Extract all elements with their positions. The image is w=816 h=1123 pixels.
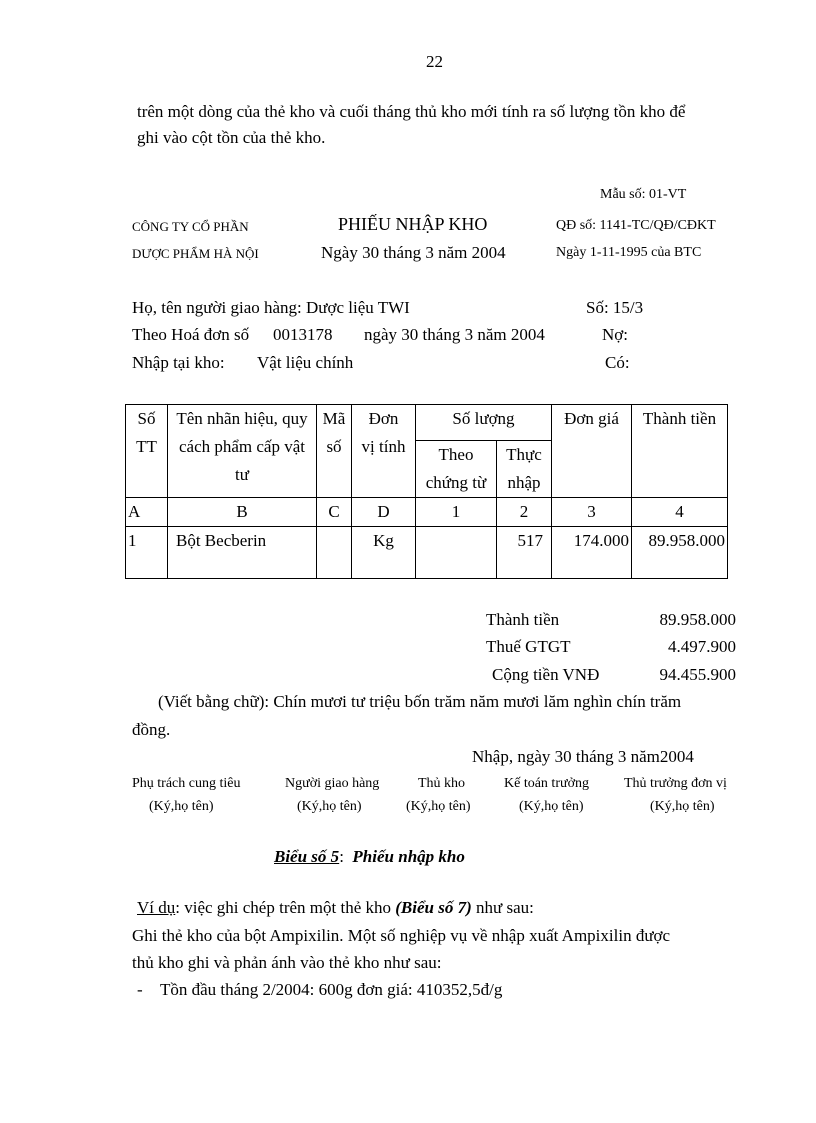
code-cell: A [126, 498, 168, 527]
decision-number: QĐ số: 1141-TC/QĐ/CĐKT [556, 218, 716, 233]
caption-label: Biểu số 5 [274, 847, 340, 866]
total-label: Cộng tiền VNĐ [492, 665, 600, 684]
invoice-number: 0013178 [273, 325, 333, 344]
signer-role: Thủ trưởng đơn vị [624, 776, 727, 791]
subtotal-label: Thành tiền [486, 610, 560, 629]
cell-code [317, 527, 352, 579]
form-number: Mẫu số: 01-VT [600, 187, 687, 202]
company-name-line-2: DƯỢC PHẨM HÀ NỘI [132, 246, 259, 261]
cell-item-name: Bột Becberin [168, 527, 317, 579]
cell-qty-document [416, 527, 497, 579]
signer-note: (Ký,họ tên) [650, 799, 715, 814]
company-name-line-1: CÔNG TY CỔ PHẦN [132, 219, 249, 234]
example-line-3: thủ kho ghi và phản ánh vào thẻ kho như sau: [132, 953, 442, 972]
header-stt: Số TT [126, 405, 168, 498]
intro-line-2: ghi vào cột tồn của thẻ kho. [137, 128, 326, 147]
caption-text: Phiếu nhập kho [352, 847, 465, 866]
amount-in-words-line-2: đồng. [132, 720, 171, 739]
code-cell: D [352, 498, 416, 527]
code-cell: 2 [497, 498, 552, 527]
signer-note: (Ký,họ tên) [297, 799, 362, 814]
header-unit: Đơn vị tính [352, 405, 416, 498]
signer-note: (Ký,họ tên) [519, 799, 584, 814]
code-cell: C [317, 498, 352, 527]
debit-label: Nợ: [602, 325, 628, 344]
code-cell: 1 [416, 498, 497, 527]
deliverer-line: Họ, tên người giao hàng: Dược liệu TWI [132, 298, 410, 317]
header-code: Mã số [317, 405, 352, 498]
header-quantity: Số lượng [416, 405, 552, 441]
example-line-2: Ghi thẻ kho của bột Ampixilin. Một số nghiệp vụ về nhập xuất Ampixilin được [132, 926, 671, 945]
bullet-dash: - [137, 980, 143, 999]
total-value: 94.455.900 [659, 665, 736, 684]
signer-role: Thủ kho [418, 776, 466, 791]
code-cell: 3 [552, 498, 632, 527]
page-number: 22 [426, 52, 443, 71]
code-cell: 4 [632, 498, 728, 527]
cell-unit-price: 174.000 [552, 527, 632, 579]
header-amount: Thành tiền [632, 405, 728, 498]
cell-amount: 89.958.000 [632, 527, 728, 579]
subtotal-value: 89.958.000 [659, 610, 736, 629]
warehouse-name: Vật liệu chính [257, 353, 354, 372]
header-qty-actual: Thực nhập [497, 441, 552, 498]
signing-date: Nhập, ngày 30 tháng 3 năm2004 [472, 747, 694, 766]
amount-in-words-line-1: (Viết bằng chữ): Chín mươi tư triệu bốn trăm năm mươi lăm nghìn chín trăm [158, 692, 682, 711]
header-unit-price: Đơn giá [552, 405, 632, 498]
example-reference: (Biểu số 7) [395, 898, 472, 917]
code-cell: B [168, 498, 317, 527]
signer-role: Kế toán trưởng [504, 776, 589, 791]
cell-stt: 1 [126, 527, 168, 579]
intro-line-1: trên một dòng của thẻ kho và cuối tháng thủ kho mới tính ra số lượng tồn kho để [137, 102, 686, 121]
figure-caption: Biểu số 5: Phiếu nhập kho [274, 847, 465, 866]
cell-qty-actual: 517 [497, 527, 552, 579]
table-row [126, 527, 728, 579]
warehouse-label: Nhập tại kho: [132, 353, 225, 372]
credit-label: Có: [605, 353, 630, 372]
signer-note: (Ký,họ tên) [406, 799, 471, 814]
document-title: PHIẾU NHẬP KHO [338, 214, 488, 234]
decision-date: Ngày 1-11-1995 của BTC [556, 245, 702, 260]
signer-role: Phụ trách cung tiêu [132, 776, 241, 791]
receipt-table [125, 404, 728, 579]
vat-value: 4.497.900 [668, 637, 736, 656]
invoice-date: ngày 30 tháng 3 năm 2004 [364, 325, 545, 344]
signer-note: (Ký,họ tên) [149, 799, 214, 814]
example-label: Ví dụ [137, 898, 176, 917]
signer-role: Người giao hàng [285, 776, 380, 791]
document-date: Ngày 30 tháng 3 năm 2004 [321, 243, 506, 262]
vat-label: Thuế GTGT [486, 637, 571, 656]
invoice-label: Theo Hoá đơn số [132, 325, 250, 344]
voucher-number: Số: 15/3 [586, 298, 644, 317]
header-item-name: Tên nhãn hiệu, quy cách phẩm cấp vật tư [168, 405, 317, 498]
opening-balance-item: Tồn đầu tháng 2/2004: 600g đơn giá: 410352,5đ/g [160, 980, 503, 999]
cell-unit: Kg [352, 527, 416, 579]
column-code-row [126, 498, 728, 527]
header-qty-by-document: Theo chứng từ [416, 441, 497, 498]
example-line-1: Ví dụ: việc ghi chép trên một thẻ kho (Biểu số 7) như sau: [137, 898, 534, 917]
